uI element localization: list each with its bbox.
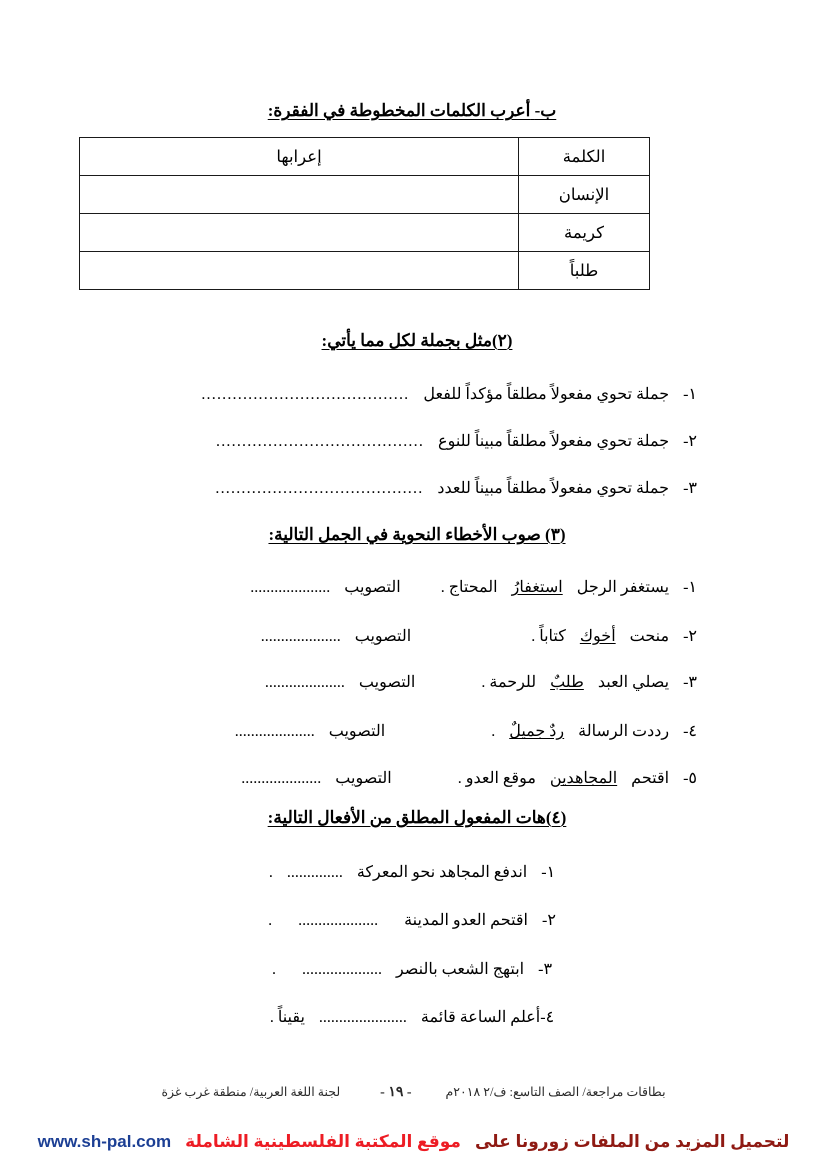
question-2-item-3 (127, 479, 697, 500)
table-cell-irab-1[interactable] (80, 176, 519, 214)
promo-website-url[interactable]: www.sh-pal.com (37, 1132, 172, 1151)
item-text-after: موقع العدو . (457, 770, 536, 787)
item-number: ٣- (683, 674, 697, 691)
item-dots[interactable]: .................... (301, 961, 382, 978)
table-row (80, 252, 650, 290)
item-number: ٣- (683, 480, 697, 497)
item-number: ٤- (683, 723, 697, 740)
table-row (80, 176, 650, 214)
item-underlined-word: طلبٌ (550, 674, 584, 691)
item-number: ٣- (538, 961, 553, 978)
question-3-item-3 (127, 673, 697, 694)
promo-banner (0, 1132, 827, 1152)
correction-label: التصويب (328, 723, 386, 740)
item-number: ٥- (683, 770, 697, 787)
item-text-before: أعلم الساعة قائمة (420, 1009, 541, 1026)
question-3-item-1 (127, 578, 697, 599)
item-text-before: منحت (629, 628, 670, 645)
item-number: ٤- (540, 1009, 555, 1026)
question-3-item-2 (127, 627, 697, 648)
question-3-heading-text: (٣) صوب الأخطاء النحوية في الجمل التالية: (268, 525, 566, 544)
table-cell-word-3: طلباً (519, 252, 650, 290)
item-text-after: . (491, 723, 496, 740)
item-text-after: كتاباً . (531, 628, 566, 645)
item-dots[interactable]: .................... (264, 674, 345, 691)
question-4-item-1 (127, 863, 697, 884)
item-text: جملة تحوي مفعولاً مطلقاً مؤكداً للفعل (423, 386, 670, 403)
item-text-after: . (268, 912, 273, 929)
item-dots[interactable]: .................... (241, 770, 322, 787)
question-3-heading (127, 524, 707, 545)
item-number: ٢- (541, 912, 556, 929)
item-dots[interactable]: .............. (286, 864, 343, 881)
table-row (80, 214, 650, 252)
item-text-before: اقتحم (631, 770, 670, 787)
page-footer (0, 1084, 827, 1101)
item-number: ١- (683, 579, 697, 596)
irab-table (79, 137, 650, 290)
item-text-before: ابتهج الشعب بالنصر (395, 961, 525, 978)
item-text-after: يقيناً . (269, 1009, 305, 1026)
footer-right-text: بطاقات مراجعة/ الصف التاسع: ف/٢ ٢٠١٨م (445, 1085, 666, 1099)
item-number: ٢- (683, 433, 697, 450)
item-number: ١- (541, 864, 556, 881)
question-4-item-4 (127, 1008, 697, 1029)
question-3-item-5 (127, 769, 697, 790)
item-underlined-word: ردٌ جميلٌ (509, 723, 565, 740)
item-text-before: رددت الرسالة (578, 723, 670, 740)
item-text-after: . (271, 961, 276, 978)
promo-text-part1: لتحميل المزيد من الملفات زورونا على (474, 1132, 790, 1151)
table-cell-irab-3[interactable] (80, 252, 519, 290)
item-dots[interactable]: .................... (298, 912, 379, 929)
item-text: جملة تحوي مفعولاً مطلقاً مبيناً للنوع (438, 433, 670, 450)
table-header-row (80, 138, 650, 176)
item-number: ١- (683, 386, 697, 403)
item-text-before: اندفع المجاهد نحو المعركة (356, 864, 528, 881)
item-dots[interactable]: ........................................ (216, 433, 425, 450)
item-text-after: . (268, 864, 273, 881)
question-2-item-2 (127, 432, 697, 453)
correction-label: التصويب (344, 579, 401, 596)
item-underlined-word: أخوك (579, 628, 616, 645)
item-text-after: المحتاج . (440, 579, 498, 596)
question-2-heading-text: (٢)مثل بجملة لكل مما يأتي: (321, 331, 513, 350)
table-cell-word-1: الإنسان (519, 176, 650, 214)
item-dots[interactable]: ........................................ (215, 480, 424, 497)
section-b-prefix: ب- (534, 101, 557, 120)
question-2-item-1 (127, 385, 697, 406)
item-dots[interactable]: .................... (234, 723, 315, 740)
correction-label: التصويب (335, 770, 392, 787)
item-dots[interactable]: .................... (250, 579, 331, 596)
correction-label: التصويب (358, 674, 416, 691)
table-header-word: الكلمة (519, 138, 650, 176)
question-2-heading (127, 330, 707, 351)
item-number: ٢- (683, 628, 697, 645)
question-4-heading-text: (٤)هات المفعول المطلق من الأفعال التالية: (267, 808, 567, 827)
item-underlined-word: استغفارُ (511, 579, 563, 596)
table-cell-irab-2[interactable] (80, 214, 519, 252)
question-4-item-2 (127, 911, 697, 932)
item-underlined-word: المجاهدين (549, 770, 618, 787)
section-b-heading (127, 100, 697, 122)
promo-text-part2: موقع المكتبة الفلسطينية الشاملة (185, 1132, 461, 1151)
correction-label: التصويب (354, 628, 412, 645)
question-4-heading (127, 807, 707, 828)
item-dots[interactable]: .................... (260, 628, 341, 645)
question-3-item-4 (127, 722, 697, 743)
item-text-before: يستغفر الرجل (576, 579, 670, 596)
item-text-before: يصلي العبد (597, 674, 670, 691)
item-text-before: اقتحم العدو المدينة (404, 912, 528, 929)
item-text-after: للرحمة . (481, 674, 537, 691)
section-b-heading-text: أعرب الكلمات المخطوطة في الفقرة: (267, 101, 531, 120)
item-dots[interactable]: ........................................ (201, 386, 410, 403)
item-text: جملة تحوي مفعولاً مطلقاً مبيناً للعدد (437, 480, 670, 497)
question-4-item-3 (127, 960, 697, 981)
footer-left-text: لجنة اللغة العربية/ منطقة غرب غزة (161, 1085, 341, 1099)
item-dots[interactable]: ...................... (318, 1009, 407, 1026)
footer-page-number: - ١٩ - (380, 1085, 412, 1100)
table-header-irab: إعرابها (80, 138, 519, 176)
table-cell-word-2: كريمة (519, 214, 650, 252)
